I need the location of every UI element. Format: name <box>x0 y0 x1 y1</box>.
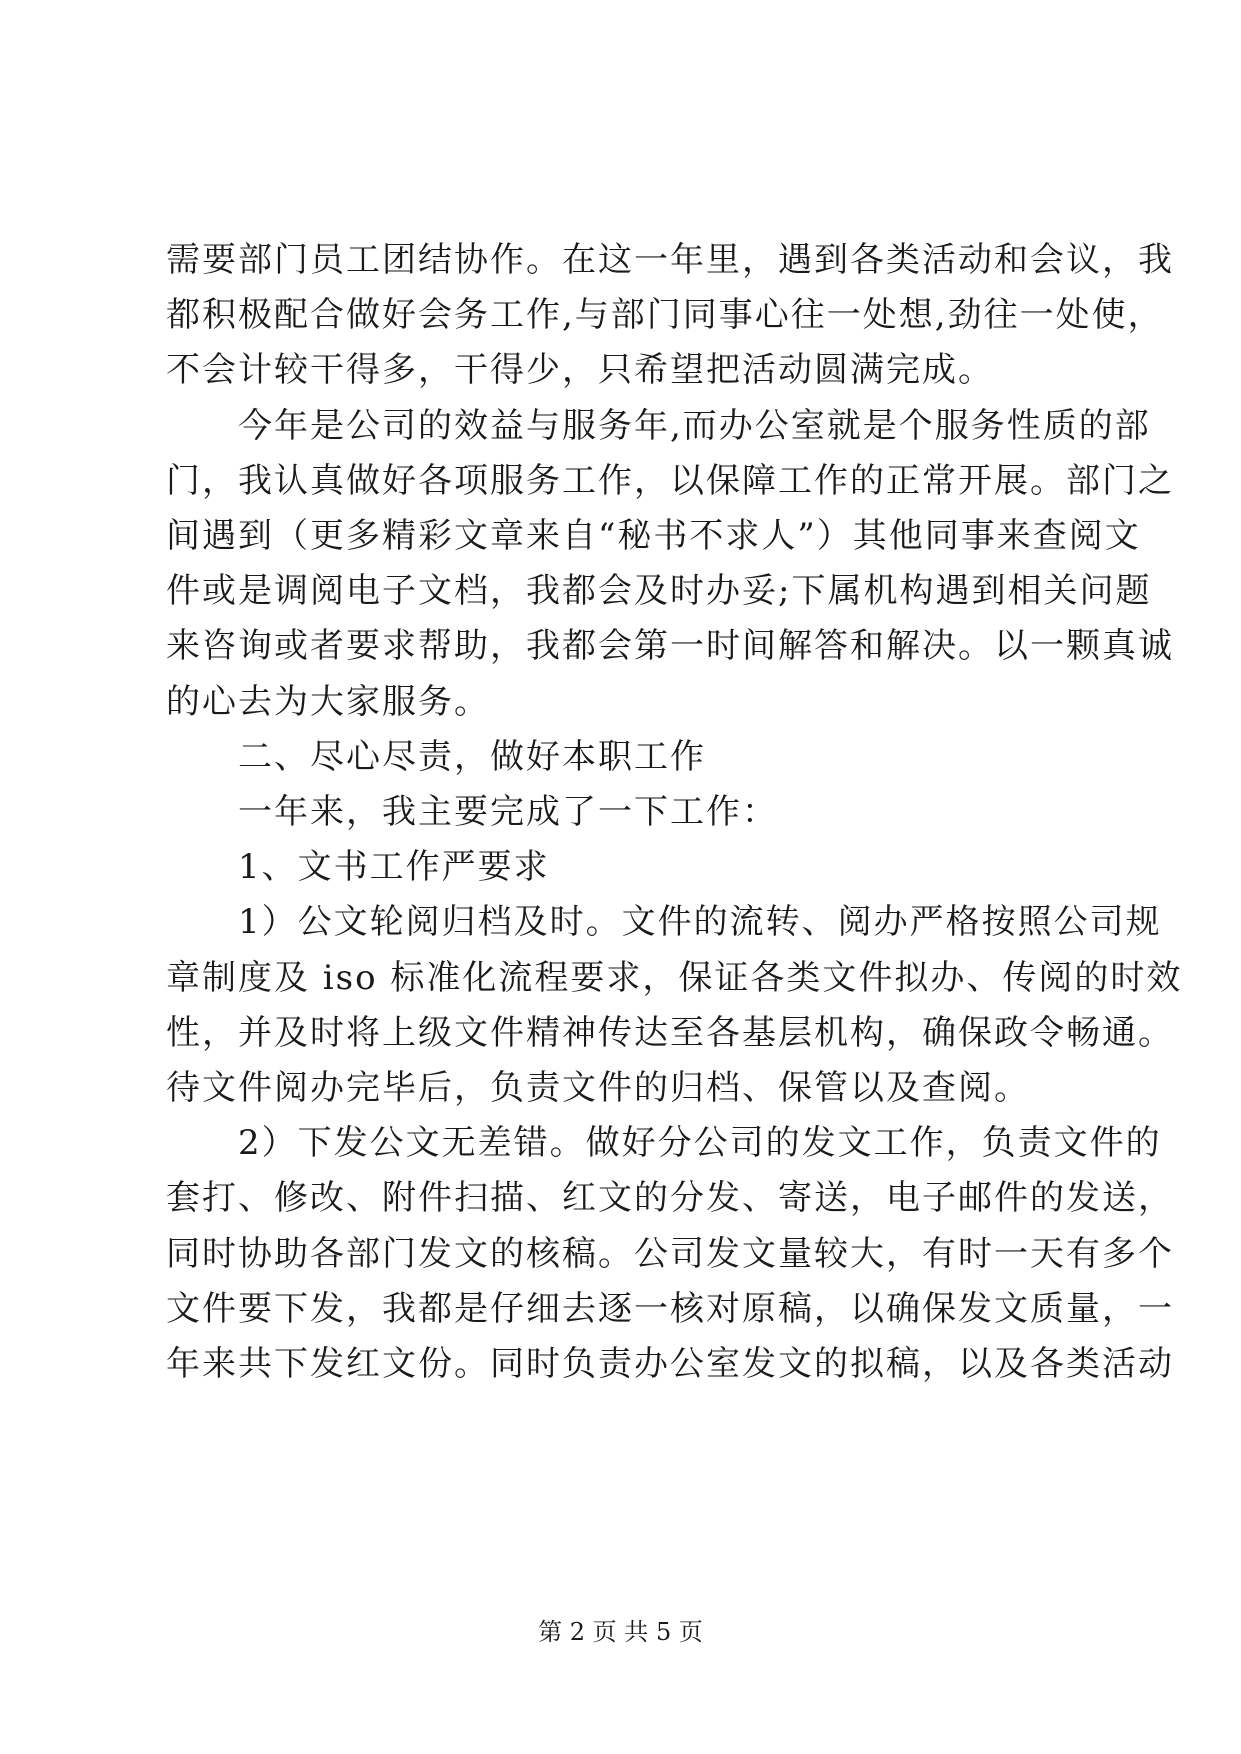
section-heading: 二、尽心尽责，做好本职工作 <box>238 736 706 777</box>
text-line-20: 文件要下发，我都是仔细去逐一核对原稿，以确保发文质量，一 <box>166 1288 1174 1329</box>
page-number-footer: 第 2 页 共 5 页 <box>538 1618 703 1646</box>
text-line-18: 套打、修改、附件扫描、红文的分发、寄送，电子邮件的发送， <box>166 1178 1174 1219</box>
text-line-11: 一年来，我主要完成了一下工作： <box>238 792 778 832</box>
text-line-5: 门，我认真做好各项服务工作，以保障工作的正常开展。部门之 <box>166 460 1174 501</box>
text-line-19: 同时协助各部门发文的核稿。公司发文量较大，有时一天有多个 <box>166 1233 1174 1274</box>
text-line-21: 年来共下发红文份。同时负责办公室发文的拟稿，以及各类活动 <box>166 1344 1174 1384</box>
text-line-8: 来咨询或者要求帮助，我都会第一时间解答和解决。以一颗真诚 <box>166 626 1174 667</box>
text-line-14: 章制度及 iso 标准化流程要求，保证各类文件拟办、传阅的时效 <box>166 957 1183 998</box>
text-line-2: 都积极配合做好会务工作,与部门同事心往一处想,劲往一处使， <box>166 295 1164 336</box>
text-line-17: 2）下发公文无差错。做好分公司的发文工作，负责文件的 <box>238 1123 1162 1164</box>
text-line-3: 不会计较干得多，干得少，只希望把活动圆满完成。 <box>166 350 994 391</box>
text-line-9: 的心去为大家服务。 <box>166 681 490 722</box>
text-line-6: 间遇到（更多精彩文章来自“秘书不求人”）其他同事来查阅文 <box>166 516 1141 556</box>
text-line-1: 需要部门员工团结协作。在这一年里，遇到各类活动和会议，我 <box>166 240 1174 280</box>
subsection-heading: 1、文书工作严要求 <box>238 847 550 888</box>
text-line-13: 1）公文轮阅归档及时。文件的流转、阅办严格按照公司规 <box>238 902 1162 943</box>
text-line-4: 今年是公司的效益与服务年,而办公室就是个服务性质的部 <box>238 405 1151 446</box>
text-line-16: 待文件阅办完毕后，负责文件的归档、保管以及查阅。 <box>166 1068 1030 1108</box>
text-line-15: 性，并及时将上级文件精神传达至各基层机构，确保政令畅通。 <box>166 1012 1174 1053</box>
text-line-7: 件或是调阅电子文档，我都会及时办妥;下属机构遇到相关问题 <box>166 571 1152 612</box>
